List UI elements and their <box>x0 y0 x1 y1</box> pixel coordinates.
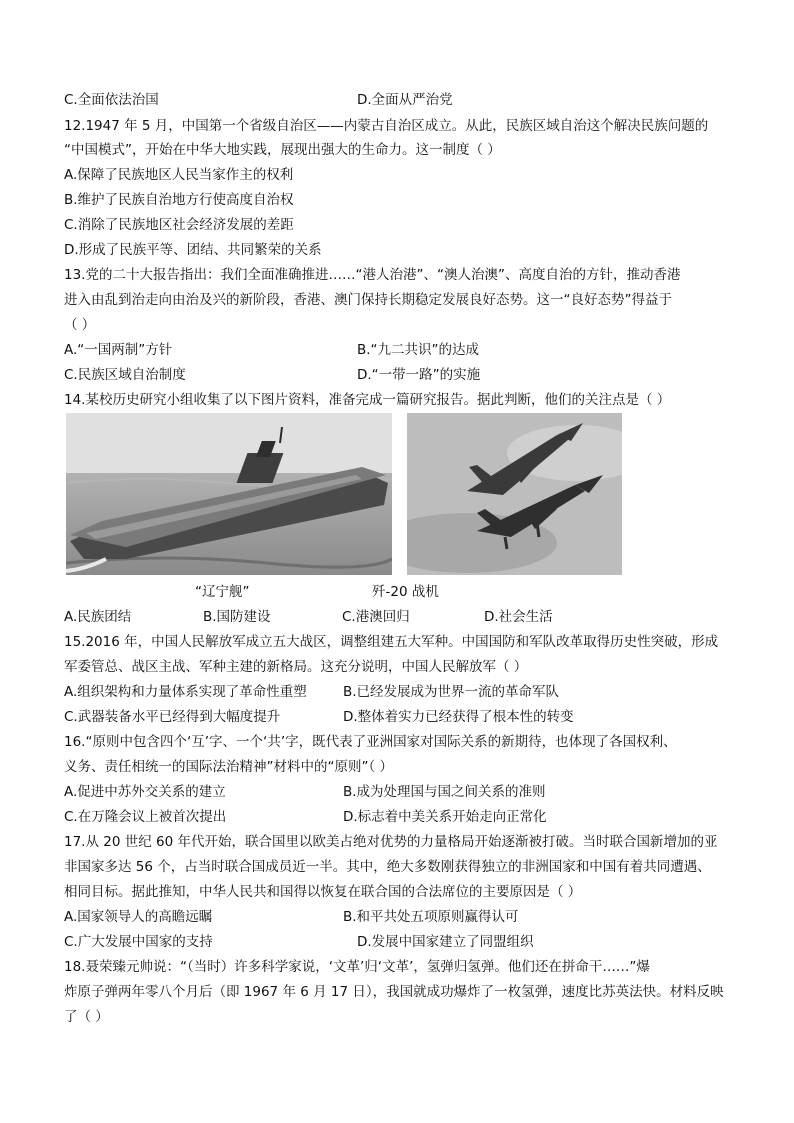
q15-option-a: A.组织架构和力量体系实现了革命性重塑 <box>64 684 307 700</box>
q14-option-b: B.国防建设 <box>203 609 271 625</box>
q14-option-c: C.港澳回归 <box>342 609 410 625</box>
q18-stem-line1: 18.聂荣臻元帅说：“（当时）许多科学家说，‘文革’归‘文革’，氢弹归氢弹。他们还在拼命干……”爆 <box>64 959 650 975</box>
aircraft-carrier-photo <box>66 413 392 575</box>
q16-option-d: D.标志着中美关系开始走向正常化 <box>343 809 547 825</box>
q13-stem-line3: （ ） <box>64 317 96 333</box>
q13-option-a: A.“一国两制”方针 <box>64 342 173 358</box>
q16-option-a: A.促进中苏外交关系的建立 <box>64 784 226 800</box>
q13-option-d: D.“一带一路”的实施 <box>357 367 481 383</box>
q12-option-d: D.形成了民族平等、团结、共同繁荣的关系 <box>64 242 322 258</box>
q17-stem-line3: 相同目标。据此推知，中华人民共和国得以恢复在联合国的合法席位的主要原因是（ ） <box>64 884 582 900</box>
q16-stem-line1: 16.“原则中包含四个‘互’字、一个‘共’字，既代表了亚洲国家对国际关系的新期待，也体现了各国权利、 <box>64 734 677 750</box>
q16-option-c: C.在万隆会议上被首次提出 <box>64 809 227 825</box>
q12-option-b: B.维护了民族自治地方行使高度自治权 <box>64 192 294 208</box>
q12-stem-line2: “中国模式”，开始在中华大地实践，展现出强大的生命力。这一制度（ ） <box>64 142 501 158</box>
q12-option-a: A.保障了民族地区人民当家作主的权利 <box>64 167 294 183</box>
q15-stem-line2: 军委管总、战区主战、军种主建的新格局。这充分说明，中国人民解放军（ ） <box>64 659 528 675</box>
q13-stem-line1: 13.党的二十大报告指出：我们全面准确推进……“港人治港”、“澳人治澳”、高度自治的方针，推动香港 <box>64 267 681 283</box>
q17-option-c: C.广大发展中国家的支持 <box>64 934 213 950</box>
q13-stem-line2: 进入由乱到治走向由治及兴的新阶段，香港、澳门保持长期稳定发展良好态势。这一“良好态势”得益于 <box>64 292 672 308</box>
q16-option-b: B.成为处理国与国之间关系的准则 <box>343 784 546 800</box>
q17-stem-line1: 17.从 20 世纪 60 年代开始，联合国里以欧美占绝对优势的力量格局开始逐渐被打破。当时联合国新增加的亚 <box>64 834 718 850</box>
q15-option-c: C.武器装备水平已经得到大幅度提升 <box>64 709 281 725</box>
q17-option-b: B.和平共处五项原则赢得认可 <box>343 909 519 925</box>
q18-stem-line2: 炸原子弹两年零八个月后（即 1967 年 6 月 17 日），我国就成功爆炸了一枚氢弹，速度比苏英法快。材料反映 <box>64 984 724 1000</box>
q11-option-c: C.全面依法治国 <box>64 92 159 108</box>
q13-option-b: B.“九二共识”的达成 <box>357 342 480 358</box>
q12-option-c: C.消除了民族地区社会经济发展的差距 <box>64 217 294 233</box>
q17-option-a: A.国家领导人的高瞻远瞩 <box>64 909 213 925</box>
q12-stem-line1: 12.1947 年 5 月，中国第一个省级自治区——内蒙古自治区成立。从此，民族区域自治这个解决民族问题的 <box>64 118 709 134</box>
q17-option-d: D.发展中国家建立了同盟组织 <box>357 934 534 950</box>
caption-liaoning: “辽宁舰” <box>195 584 250 600</box>
q14-stem: 14.某校历史研究小组收集了以下图片资料，准备完成一篇研究报告。据此判断，他们的关注点是（ ） <box>64 392 671 408</box>
q15-option-b: B.已经发展成为世界一流的革命军队 <box>343 684 560 700</box>
q14-option-d: D.社会生活 <box>484 609 553 625</box>
q16-stem-line2: 义务、责任相统一的国际法治精神”材料中的“原则”（ ） <box>64 759 394 775</box>
q11-option-d: D.全面从严治党 <box>357 92 453 108</box>
j20-fighter-photo <box>407 413 622 575</box>
q13-option-c: C.民族区域自治制度 <box>64 367 186 383</box>
q15-stem-line1: 15.2016 年，中国人民解放军成立五大战区，调整组建五大军种。中国国防和军队改革取得历史性突破，形成 <box>64 634 719 650</box>
q15-option-d: D.整体着实力已经获得了根本性的转变 <box>343 709 574 725</box>
q18-stem-line3: 了（ ） <box>64 1009 109 1025</box>
caption-j20: 歼-20 战机 <box>372 584 439 600</box>
q17-stem-line2: 非国家多达 56 个，占当时联合国成员近一半。其中，绝大多数刚获得独立的非洲国家和中国有着共同遭遇、 <box>64 859 711 875</box>
q14-option-a: A.民族团结 <box>64 609 132 625</box>
